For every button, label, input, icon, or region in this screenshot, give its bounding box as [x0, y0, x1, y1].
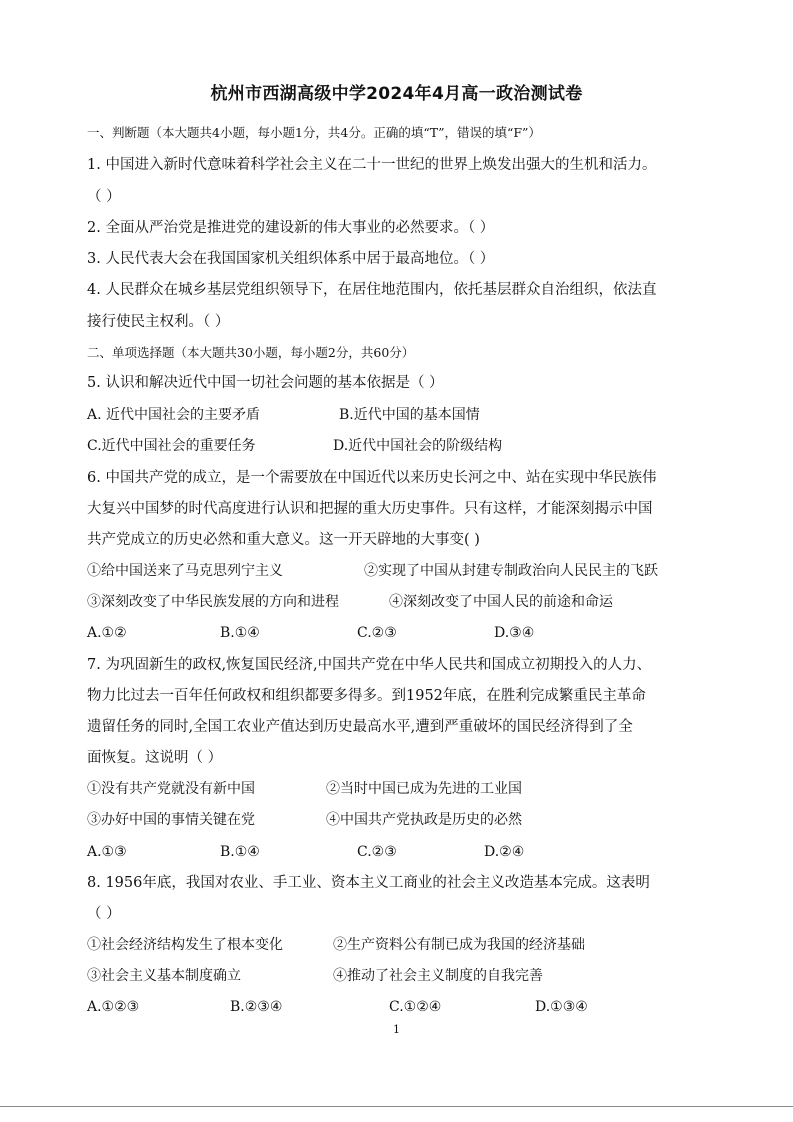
q4-line-1: 4. 人民群众在城乡基层党组织领导下，在居住地范围内，依托基层群众自治组织，依法直 [87, 282, 657, 298]
q7-stem-line-1: 7. 为巩固新生的政权,恢复国民经济,中国共产党在中华人民共和国成立初期投入的人力、 [87, 657, 652, 673]
q8-option-d: D.①③④ [535, 999, 588, 1015]
q6-option-d: D.③④ [494, 625, 535, 641]
q8-statement-2: ②生产资料公有制已成为我国的经济基础 [333, 937, 585, 953]
q6-statement-2: ②实现了中国从封建专制政治向人民民主的飞跃 [364, 563, 658, 579]
q7-statement-2: ②当时中国已成为先进的工业国 [326, 781, 522, 797]
q6-statement-3: ③深刻改变了中华民族发展的方向和进程 [87, 594, 339, 610]
q8-statement-3: ③社会主义基本制度确立 [87, 968, 241, 984]
q7-option-c: C.②③ [357, 844, 397, 860]
q1-line-1: 1. 中国进入新时代意味着科学社会主义在二十一世纪的世界上焕发出强大的生机和活力。 [87, 157, 657, 173]
q7-stem-line-3: 遗留任务的同时,全国工农业产值达到历史最高水平,遭到严重破坏的国民经济得到了全 [87, 719, 633, 735]
q8-option-b: B.②③④ [230, 999, 283, 1015]
footer-divider [0, 1106, 793, 1107]
q7-option-d: D.②④ [484, 844, 525, 860]
q2-text: 2. 全面从严治党是推进党的建设新的伟大事业的必然要求。（ ） [87, 220, 495, 236]
q8-option-c: C.①②④ [389, 999, 442, 1015]
q6-option-b: B.①④ [220, 625, 260, 641]
q8-statement-4: ④推动了社会主义制度的自我完善 [333, 968, 543, 984]
q7-option-b: B.①④ [220, 844, 260, 860]
q5-option-b: B.近代中国的基本国情 [339, 407, 480, 423]
q7-statement-3: ③办好中国的事情关键在党 [87, 812, 255, 828]
page-title: 杭州市西湖高级中学2024年4月高一政治测试卷 [210, 84, 583, 104]
q6-option-a: A.①② [87, 625, 127, 641]
q5-stem: 5. 认识和解决近代中国一切社会问题的基本依据是（ ） [87, 375, 444, 391]
q5-option-a: A. 近代中国社会的主要矛盾 [87, 407, 261, 423]
q4-line-2: 接行使民主权利。（ ） [87, 314, 230, 330]
q7-option-a: A.①③ [87, 844, 127, 860]
q8-stem-line-2: （ ） [87, 906, 121, 922]
page-number: 1 [393, 1023, 400, 1036]
q6-stem-line-3: 共产党成立的历史必然和重大意义。这一开天辟地的大事变( ) [87, 532, 480, 548]
q6-statement-1: ①给中国送来了马克思列宁主义 [87, 563, 283, 579]
q3-text: 3. 人民代表大会在我国国家机关组织体系中居于最高地位。（ ） [87, 251, 495, 267]
q6-option-c: C.②③ [357, 625, 397, 641]
q7-statement-1: ①没有共产党就没有新中国 [87, 781, 255, 797]
section-2-header: 二、单项选择题（本大题共30小题，每小题2分，共60分） [87, 345, 415, 360]
q6-stem-line-2: 大复兴中国梦的时代高度进行认识和把握的重大历史事件。只有这样，才能深刻揭示中国 [87, 501, 653, 517]
q7-stem-line-2: 物力比过去一百年任何政权和组织都要多得多。到1952年底，在胜利完成繁重民主革命 [87, 688, 646, 704]
section-1-header: 一、判断题（本大题共4小题，每小题1分，共4分。正确的填“T”，错误的填“F”） [87, 125, 541, 140]
q6-stem-line-1: 6. 中国共产党的成立，是一个需要放在中国近代以来历史长河之中、站在实现中华民族伟 [87, 470, 657, 486]
q7-stem-line-4: 面恢复。这说明（ ） [87, 750, 223, 766]
q6-statement-4: ④深刻改变了中国人民的前途和命运 [389, 594, 613, 610]
q1-line-2: （ ） [87, 189, 121, 205]
q7-statement-4: ④中国共产党执政是历史的必然 [326, 812, 522, 828]
q5-option-c: C.近代中国社会的重要任务 [87, 438, 256, 454]
q8-option-a: A.①②③ [87, 999, 140, 1015]
q8-statement-1: ①社会经济结构发生了根本变化 [87, 937, 283, 953]
q8-stem-line-1: 8. 1956年底，我国对农业、手工业、资本主义工商业的社会主义改造基本完成。这表明 [87, 875, 650, 891]
q5-option-d: D.近代中国社会的阶级结构 [333, 438, 503, 454]
